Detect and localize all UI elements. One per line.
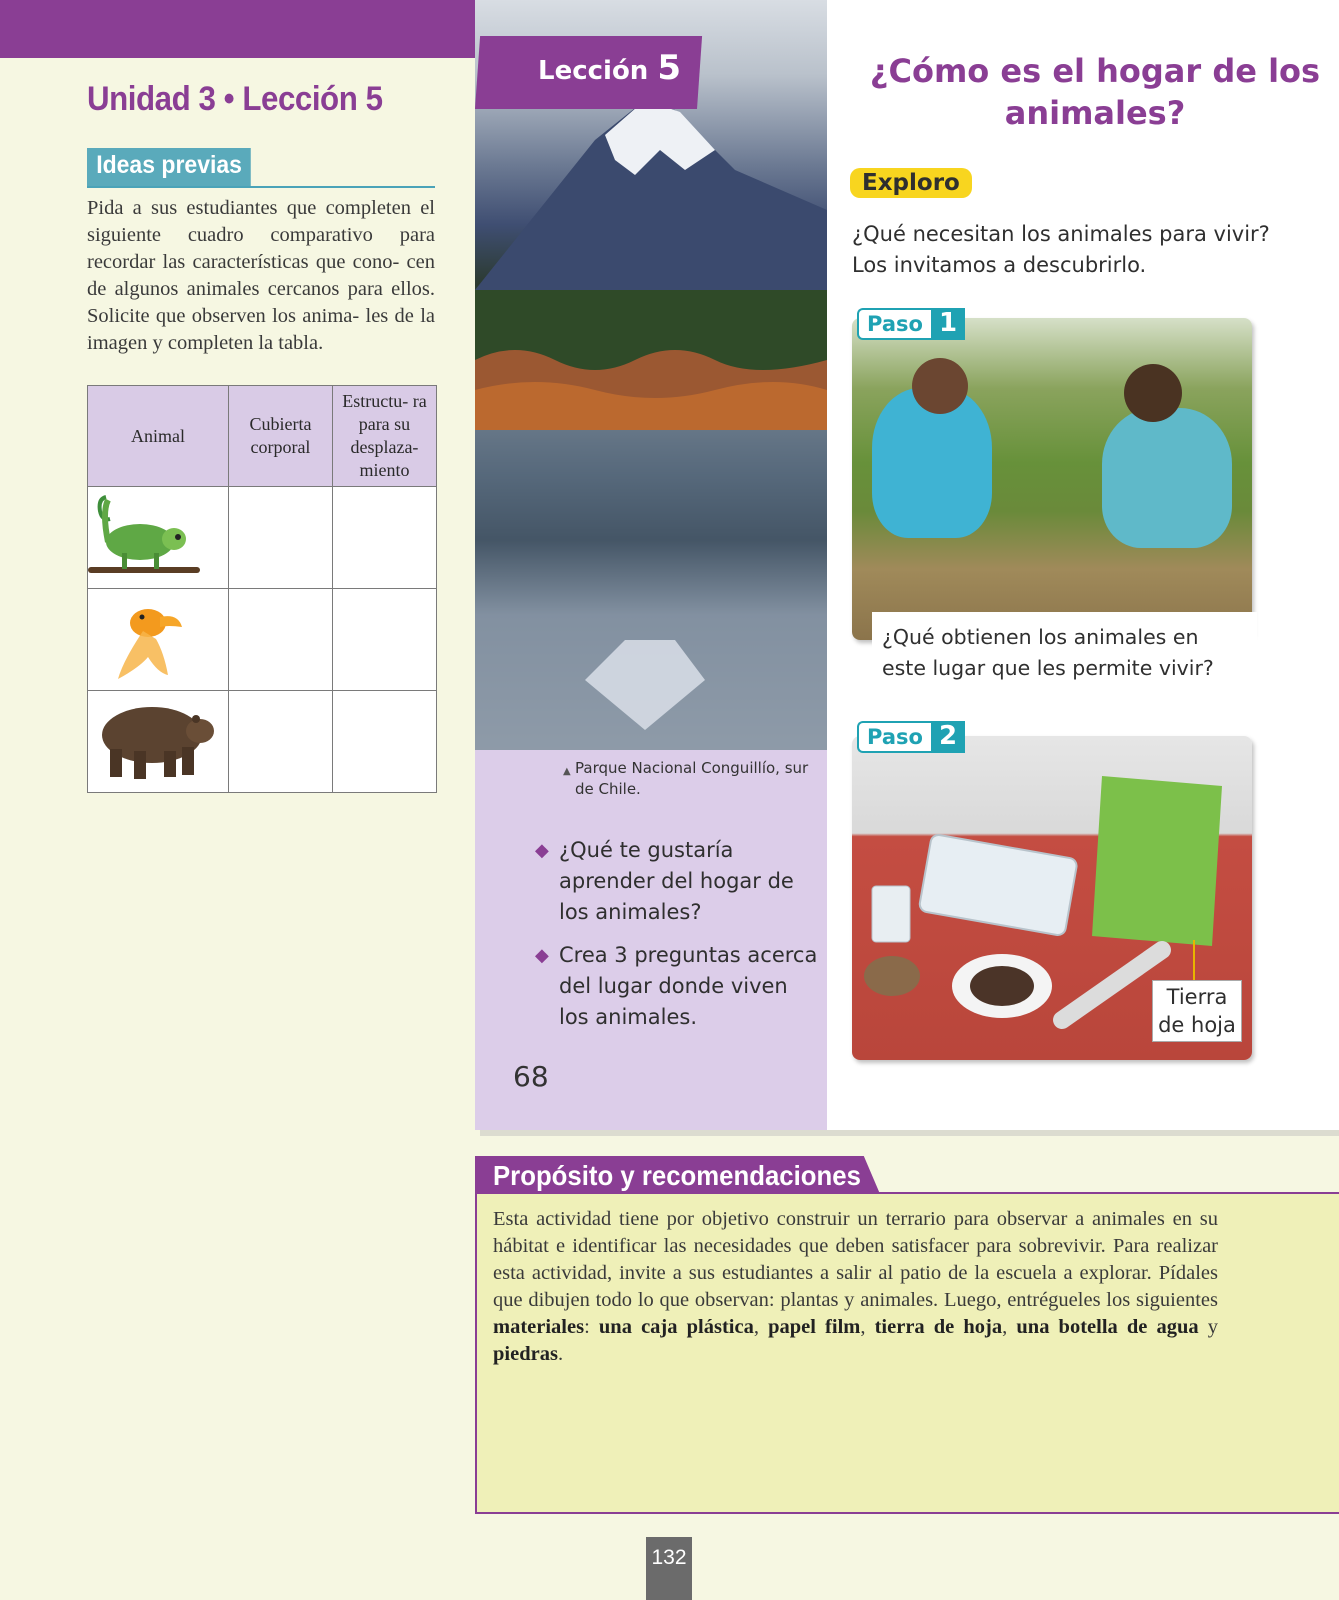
goldfish-image xyxy=(88,589,229,691)
step-1-tag: Paso 1 xyxy=(857,308,965,340)
exploro-badge: Exploro xyxy=(850,168,972,198)
ideas-previas-text: Pida a sus estudiantes que completen el siguiente cuadro comparativo para recordar las características que cono- cen de algunos animales cercanos para ellos. Solicite que observen los anima- les de la imagen y completen la tabla. xyxy=(87,197,435,354)
purpose-text: Esta actividad tiene por objetivo construir un terrario para observar a animales en su hábitat e identificar las necesidades que deben satisfacer para sobrevivir. Para realizar esta actividad, invite a sus estudiantes a salir al patio de la escuela a explorar. Pídales que dibujen todo lo que observan: plantas y animales. Luego, entrégueles los siguientes materiales: una caja plástica, papel film, tierra de hoja, una botella de agua y piedras. xyxy=(493,1208,1219,1365)
table-row xyxy=(88,487,437,589)
chameleon-image xyxy=(88,487,229,589)
table-cell[interactable] xyxy=(332,589,436,691)
header-animal: Animal xyxy=(88,386,229,487)
header-cubierta: Cubierta corporal xyxy=(229,386,333,487)
triangle-icon: ▲ xyxy=(563,766,571,777)
page-number-tab: 132 xyxy=(646,1537,692,1600)
table-row xyxy=(88,691,437,793)
child-head xyxy=(912,358,968,414)
photo-caption: ▲ Parque Nacional Conguillío, sur de Chile. xyxy=(563,759,809,798)
table-row xyxy=(88,589,437,691)
diamond-bullet-icon: ◆ xyxy=(535,945,549,966)
children-exploring-photo xyxy=(852,318,1252,640)
table-cell[interactable] xyxy=(229,589,333,691)
table-header-row xyxy=(88,386,437,487)
page-number-left: 68 xyxy=(513,1060,549,1093)
unit-title: Unidad 3 • Lección 5 xyxy=(87,80,383,118)
tierra-de-hoja-label: Tierra de hoja xyxy=(1152,980,1242,1042)
label-pointer-line xyxy=(1193,940,1195,980)
page-shadow xyxy=(480,1130,1339,1136)
mountain-lake-photo xyxy=(475,0,827,750)
question-list xyxy=(535,835,820,1045)
table-cell[interactable] xyxy=(229,487,333,589)
table-cell[interactable] xyxy=(229,691,333,793)
comparison-table xyxy=(87,385,437,793)
purpose-title: Propósito y recomendaciones xyxy=(493,1160,861,1191)
step-1-caption: ¿Qué obtienen los animales en este lugar que les permite vivir? xyxy=(872,612,1257,688)
step-2-tag: Paso 2 xyxy=(857,721,965,753)
lesson-title: ¿Cómo es el hogar de los animales? xyxy=(869,52,1321,132)
table-cell[interactable] xyxy=(332,487,436,589)
list-item: ◆ ¿Qué te gustaría aprender del hogar de los animales? xyxy=(535,835,820,928)
lesson-label: Lección 5 xyxy=(538,48,682,88)
ideas-previas-label: Ideas previas xyxy=(87,148,251,186)
list-item: ◆ Crea 3 preguntas acerca del lugar donde viven los animales. xyxy=(535,940,820,1033)
child-head xyxy=(1124,364,1182,422)
diamond-bullet-icon: ◆ xyxy=(535,840,549,861)
header-estructura: Estructu- ra para su desplaza- miento xyxy=(332,386,436,487)
child-figure xyxy=(1102,408,1232,548)
table-cell[interactable] xyxy=(332,691,436,793)
bear-image xyxy=(88,691,229,793)
exploro-text: ¿Qué necesitan los animales para vivir? Los invitamos a descubrirlo. xyxy=(852,222,1270,277)
ideas-previas-header xyxy=(87,148,435,188)
